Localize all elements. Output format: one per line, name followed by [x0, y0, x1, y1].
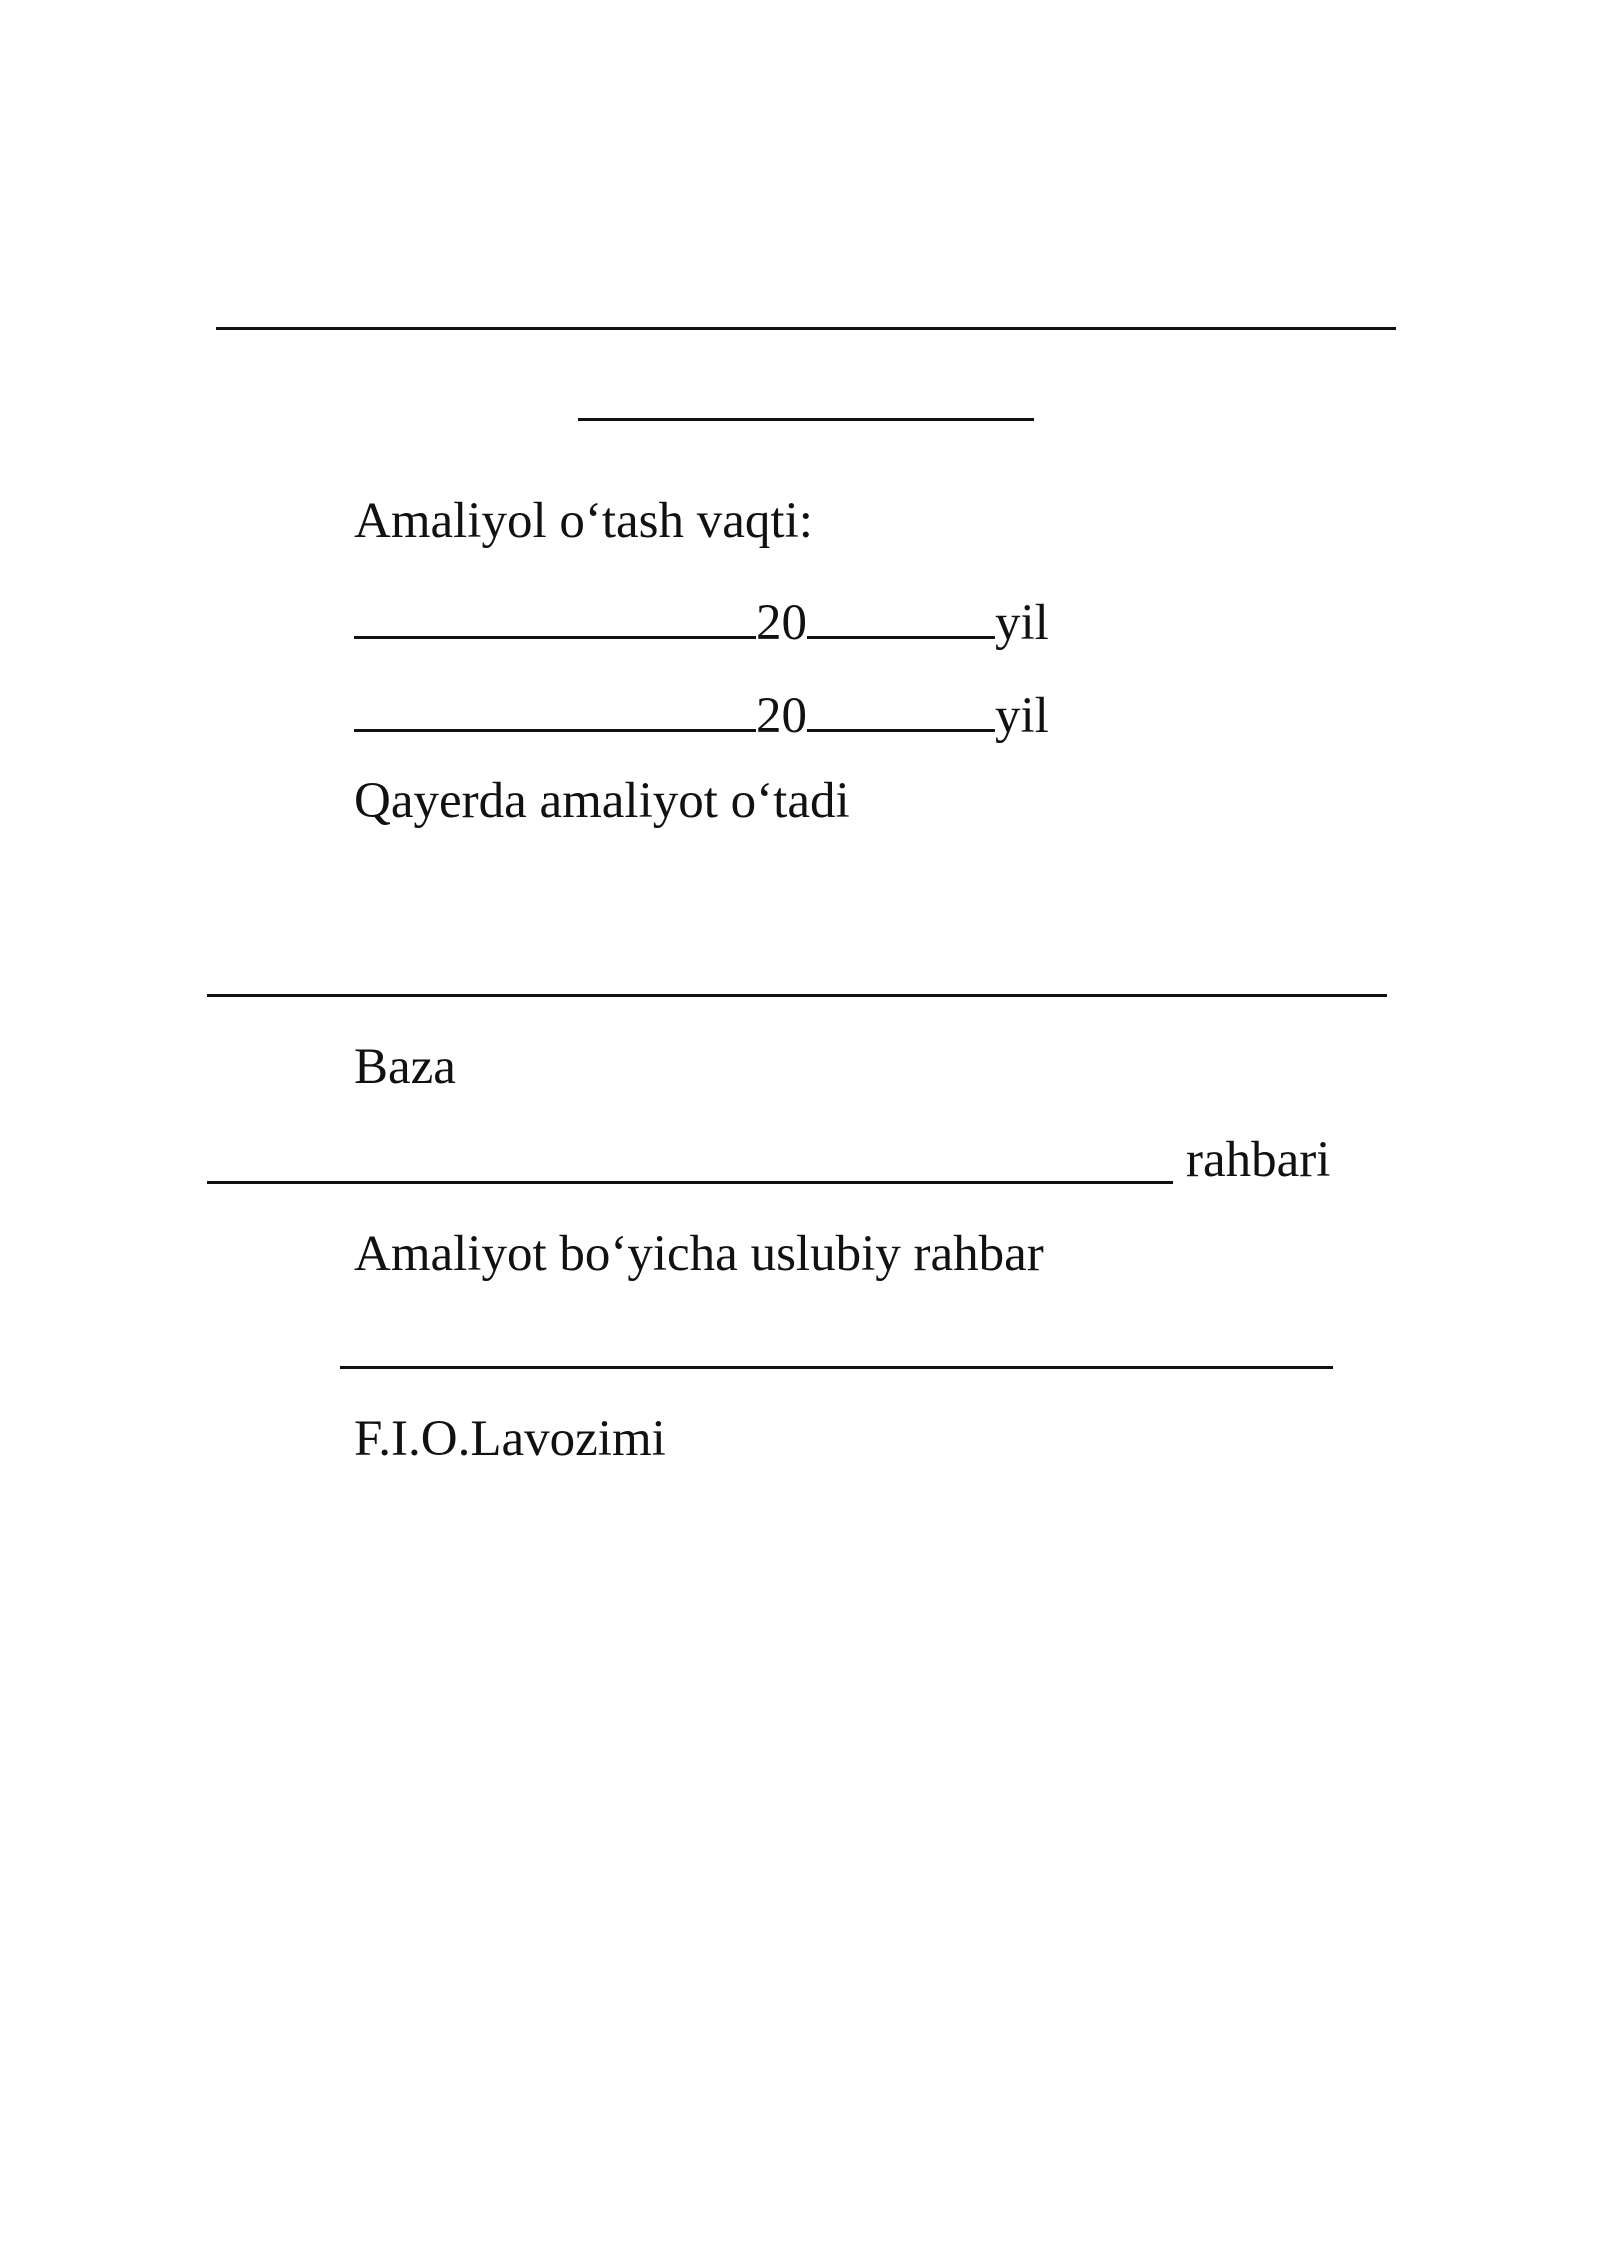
day-month-blank [354, 683, 756, 732]
base-head-suffix: rahbari [1186, 1132, 1331, 1188]
date-row-end [354, 683, 1049, 742]
practice-time-label: Amaliyol o‘tash vaqti: [354, 493, 813, 549]
name-position-label: F.I.O.Lavozimi [354, 1411, 666, 1467]
century-text: 20 [756, 688, 807, 744]
year-word: yil [995, 688, 1049, 744]
year-blank [807, 590, 995, 639]
supervisor-blank-line [340, 1366, 1333, 1369]
year-word: yil [995, 595, 1049, 651]
date-row-start [354, 590, 1049, 649]
location-blank-line [207, 994, 1387, 997]
base-head-blank-line [207, 1181, 1173, 1184]
year-blank [807, 683, 995, 732]
location-label: Qayerda amaliyot o‘tadi [354, 773, 850, 829]
century-text: 20 [756, 595, 807, 651]
centered-blank-line [578, 418, 1034, 421]
base-label: Baza [354, 1039, 456, 1095]
method-supervisor-label: Amaliyot bo‘yicha uslubiy rahbar [354, 1226, 1044, 1282]
day-month-blank [354, 590, 756, 639]
top-blank-line [216, 327, 1396, 330]
